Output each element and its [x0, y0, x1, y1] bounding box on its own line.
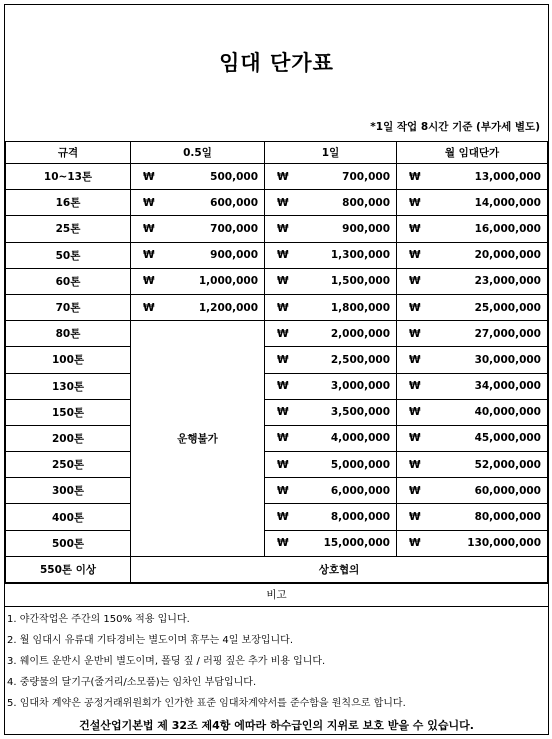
- rate-table: [5, 141, 548, 583]
- one-day-price: [265, 478, 397, 504]
- monthly-price: [397, 373, 548, 399]
- monthly-price: [397, 321, 548, 347]
- won-symbol: ₩: [277, 353, 289, 366]
- monthly-price: [397, 242, 548, 268]
- monthly-price: [397, 216, 548, 242]
- spec-cell: 250톤: [6, 452, 131, 478]
- spec-cell: 80톤: [6, 321, 131, 347]
- table-row: [6, 373, 548, 399]
- one-day-price: [265, 399, 397, 425]
- won-symbol: ₩: [277, 511, 289, 524]
- table-row: [6, 321, 548, 347]
- one-day-price: [265, 164, 397, 190]
- remarks-list: [7, 609, 548, 714]
- header-one-day: 1일: [265, 142, 397, 164]
- won-symbol: ₩: [277, 484, 289, 497]
- price-value: 45,000,000: [474, 432, 541, 445]
- won-symbol: ₩: [277, 537, 289, 550]
- won-symbol: ₩: [143, 196, 155, 209]
- price-value: 6,000,000: [330, 484, 390, 497]
- monthly-price: [397, 452, 548, 478]
- table-row: [6, 452, 548, 478]
- won-symbol: ₩: [277, 301, 289, 314]
- won-symbol: ₩: [277, 275, 289, 288]
- won-symbol: ₩: [143, 170, 155, 183]
- table-row: [6, 164, 548, 190]
- remark-item: 1. 야간작업은 주간의 150% 적용 입니다.: [7, 614, 190, 625]
- won-symbol: ₩: [409, 222, 421, 235]
- price-value: 800,000: [342, 196, 390, 209]
- spec-cell: 400톤: [6, 504, 131, 530]
- table-row: [6, 504, 548, 530]
- spec-cell: 70톤: [6, 294, 131, 320]
- monthly-price: [397, 399, 548, 425]
- price-value: 80,000,000: [474, 511, 541, 524]
- won-symbol: ₩: [409, 301, 421, 314]
- one-day-price: [265, 321, 397, 347]
- won-symbol: ₩: [143, 301, 155, 314]
- table-row: [6, 268, 548, 294]
- won-symbol: ₩: [277, 380, 289, 393]
- table-header-row: [6, 142, 548, 164]
- table-row-negotiable: [6, 556, 548, 582]
- won-symbol: ₩: [277, 249, 289, 262]
- price-value: 600,000: [210, 196, 258, 209]
- monthly-price: [397, 190, 548, 216]
- one-day-price: [265, 294, 397, 320]
- header-spec: 규격: [6, 142, 131, 164]
- half-day-price: [131, 294, 265, 320]
- negotiable-cell: 상호협의: [131, 556, 548, 582]
- price-value: 1,000,000: [198, 275, 258, 288]
- header-half-day: 0.5일: [131, 142, 265, 164]
- price-value: 1,800,000: [330, 301, 390, 314]
- monthly-price: [397, 530, 548, 556]
- won-symbol: ₩: [409, 432, 421, 445]
- price-value: 700,000: [342, 170, 390, 183]
- price-value: 16,000,000: [474, 222, 541, 235]
- price-value: 1,500,000: [330, 275, 390, 288]
- half-day-price: [131, 164, 265, 190]
- price-value: 20,000,000: [474, 249, 541, 262]
- won-symbol: ₩: [143, 249, 155, 262]
- half-day-price: [131, 242, 265, 268]
- spec-cell: 100톤: [6, 347, 131, 373]
- won-symbol: ₩: [409, 327, 421, 340]
- remark-item: 5. 임대차 계약은 공정거래위원회가 인가한 표준 임대차계약서를 준수함을 원칙으로 합니다.: [7, 698, 406, 709]
- price-value: 52,000,000: [474, 458, 541, 471]
- price-value: 700,000: [210, 222, 258, 235]
- table-row: [6, 190, 548, 216]
- monthly-price: [397, 347, 548, 373]
- price-value: 1,200,000: [198, 301, 258, 314]
- price-value: 900,000: [210, 249, 258, 262]
- one-day-price: [265, 373, 397, 399]
- spec-cell: 200톤: [6, 425, 131, 451]
- spec-cell: 50톤: [6, 242, 131, 268]
- table-row: [6, 242, 548, 268]
- won-symbol: ₩: [277, 458, 289, 471]
- one-day-price: [265, 530, 397, 556]
- won-symbol: ₩: [409, 511, 421, 524]
- remarks-title: 비고: [5, 583, 548, 607]
- spec-cell: 150톤: [6, 399, 131, 425]
- price-value: 23,000,000: [474, 275, 541, 288]
- table-row: [6, 478, 548, 504]
- monthly-price: [397, 504, 548, 530]
- spec-cell: 130톤: [6, 373, 131, 399]
- price-value: 900,000: [342, 222, 390, 235]
- basis-note: *1일 작업 8시간 기준 (부가세 별도): [370, 121, 540, 133]
- table-row: [6, 347, 548, 373]
- won-symbol: ₩: [277, 222, 289, 235]
- price-value: 60,000,000: [474, 484, 541, 497]
- one-day-price: [265, 216, 397, 242]
- monthly-price: [397, 294, 548, 320]
- won-symbol: ₩: [277, 327, 289, 340]
- unavailable-cell: 운행불가: [131, 321, 265, 557]
- price-value: 500,000: [210, 170, 258, 183]
- one-day-price: [265, 452, 397, 478]
- price-value: 5,000,000: [330, 458, 390, 471]
- spec-cell: 10~13톤: [6, 164, 131, 190]
- spec-cell: 16톤: [6, 190, 131, 216]
- won-symbol: ₩: [409, 406, 421, 419]
- table-row: [6, 294, 548, 320]
- price-value: 34,000,000: [474, 380, 541, 393]
- one-day-price: [265, 425, 397, 451]
- won-symbol: ₩: [409, 484, 421, 497]
- monthly-price: [397, 425, 548, 451]
- remark-item: 3. 웨이트 운반시 운반비 별도이며, 폴딩 짚 / 러핑 짚은 추가 비용 입니다.: [7, 656, 326, 667]
- one-day-price: [265, 242, 397, 268]
- won-symbol: ₩: [409, 537, 421, 550]
- header-monthly: 월 임대단가: [397, 142, 548, 164]
- won-symbol: ₩: [277, 432, 289, 445]
- price-value: 13,000,000: [474, 170, 541, 183]
- won-symbol: ₩: [409, 196, 421, 209]
- one-day-price: [265, 347, 397, 373]
- price-value: 14,000,000: [474, 196, 541, 209]
- won-symbol: ₩: [409, 249, 421, 262]
- rental-price-sheet: [4, 4, 549, 735]
- table-row: [6, 399, 548, 425]
- won-symbol: ₩: [409, 458, 421, 471]
- won-symbol: ₩: [277, 170, 289, 183]
- monthly-price: [397, 268, 548, 294]
- spec-cell: 500톤: [6, 530, 131, 556]
- spec-cell: 60톤: [6, 268, 131, 294]
- price-value: 1,300,000: [330, 249, 390, 262]
- page-title: 임대 단가표: [219, 51, 334, 75]
- table-row: [6, 530, 548, 556]
- price-value: 8,000,000: [330, 511, 390, 524]
- won-symbol: ₩: [277, 406, 289, 419]
- price-value: 4,000,000: [330, 432, 390, 445]
- half-day-price: [131, 268, 265, 294]
- price-value: 25,000,000: [474, 301, 541, 314]
- half-day-price: [131, 216, 265, 242]
- price-value: 3,000,000: [330, 380, 390, 393]
- price-value: 3,500,000: [330, 406, 390, 419]
- remark-item: 2. 월 임대시 유류대 기타경비는 별도이며 휴무는 4일 보장입니다.: [7, 635, 294, 646]
- spec-cell: 550톤 이상: [6, 556, 131, 582]
- spec-cell: 25톤: [6, 216, 131, 242]
- one-day-price: [265, 190, 397, 216]
- price-value: 30,000,000: [474, 353, 541, 366]
- won-symbol: ₩: [143, 275, 155, 288]
- monthly-price: [397, 478, 548, 504]
- won-symbol: ₩: [409, 275, 421, 288]
- table-row: [6, 216, 548, 242]
- price-value: 130,000,000: [467, 537, 541, 550]
- one-day-price: [265, 504, 397, 530]
- spec-cell: 300톤: [6, 478, 131, 504]
- won-symbol: ₩: [409, 380, 421, 393]
- won-symbol: ₩: [277, 196, 289, 209]
- price-value: 40,000,000: [474, 406, 541, 419]
- one-day-price: [265, 268, 397, 294]
- price-value: 15,000,000: [323, 537, 390, 550]
- remark-item: 4. 중량물의 달기구(줄거리/소모품)는 임차인 부담입니다.: [7, 677, 257, 688]
- price-value: 2,000,000: [330, 327, 390, 340]
- won-symbol: ₩: [409, 170, 421, 183]
- price-value: 27,000,000: [474, 327, 541, 340]
- table-row: [6, 425, 548, 451]
- won-symbol: ₩: [409, 353, 421, 366]
- half-day-price: [131, 190, 265, 216]
- legal-footer: 건설산업기본법 제 32조 제4항 에따라 하수급인의 지위로 보호 받을 수 있습니다.: [79, 719, 474, 732]
- monthly-price: [397, 164, 548, 190]
- won-symbol: ₩: [143, 222, 155, 235]
- price-value: 2,500,000: [330, 353, 390, 366]
